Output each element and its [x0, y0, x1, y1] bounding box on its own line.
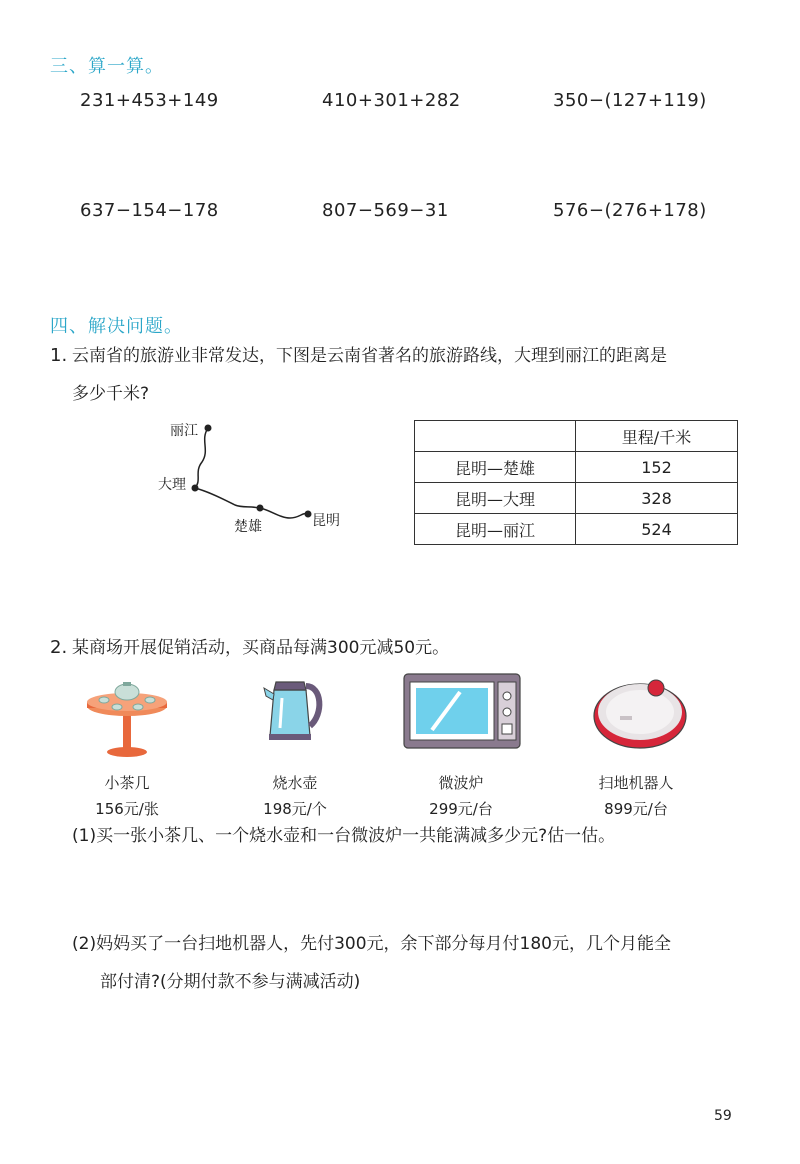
kettle-icon — [260, 670, 330, 742]
product-price-tea-table: 156元/张 — [95, 800, 159, 818]
map-label-chuxiong: 楚雄 — [234, 519, 262, 535]
question-2-intro: 某商场开展促销活动，买商品每满300元减50元。 — [72, 638, 450, 658]
tea-table-icon — [82, 670, 172, 760]
map-label-kunming: 昆明 — [312, 513, 340, 529]
table-cell-km: 328 — [576, 483, 738, 514]
expression-2: 410+301+282 — [322, 90, 461, 111]
question-1-line-1: 云南省的旅游业非常发达，下图是云南省著名的旅游路线，大理到丽江的距离是 — [72, 346, 667, 366]
section-4-title: 四、解决问题。 — [50, 316, 183, 337]
robot-vacuum-icon — [590, 672, 690, 752]
expression-6: 576−(276+178) — [553, 200, 707, 221]
table-header-empty — [415, 421, 576, 452]
dali-dot — [192, 485, 199, 492]
page-number: 59 — [714, 1108, 732, 1124]
table-cell-route: 昆明—大理 — [415, 483, 576, 514]
expression-3: 350−(127+119) — [553, 90, 707, 111]
route-line — [195, 428, 308, 518]
table-header-distance: 里程/千米 — [576, 421, 738, 452]
table-row — [415, 452, 738, 483]
table-cell-km: 152 — [576, 452, 738, 483]
question-2-sub-2-line-2: 部付清?(分期付款不参与满减活动) — [100, 972, 361, 992]
product-price-robot-vacuum: 899元/台 — [604, 800, 668, 818]
question-1-number: 1. — [50, 345, 68, 366]
kunming-dot — [305, 511, 312, 518]
table-cell-km: 524 — [576, 514, 738, 545]
expression-4: 637−154−178 — [80, 200, 219, 221]
product-price-kettle: 198元/个 — [263, 800, 327, 818]
product-price-microwave: 299元/台 — [429, 800, 493, 818]
microwave-icon — [402, 672, 522, 752]
lijiang-dot — [205, 425, 212, 432]
table-row — [415, 483, 738, 514]
expression-5: 807−569−31 — [322, 200, 449, 221]
table-cell-route: 昆明—丽江 — [415, 514, 576, 545]
question-1-line-2: 多少千米? — [72, 384, 150, 404]
expression-1: 231+453+149 — [80, 90, 219, 111]
table-row — [415, 514, 738, 545]
distance-table — [414, 420, 738, 545]
product-name-tea-table: 小茶几 — [104, 774, 150, 792]
question-2-number: 2. — [50, 637, 68, 658]
section-3-title: 三、算一算。 — [50, 56, 164, 77]
map-label-dali: 大理 — [158, 477, 186, 493]
map-label-lijiang: 丽江 — [170, 423, 198, 439]
chuxiong-dot — [257, 505, 264, 512]
product-name-kettle: 烧水壶 — [272, 774, 318, 792]
question-2-sub-2-line-1: (2)妈妈买了一台扫地机器人，先付300元，余下部分每月付180元，几个月能全 — [72, 934, 671, 954]
question-2-sub-1: (1)买一张小茶几、一个烧水壶和一台微波炉一共能满减多少元?估一估。 — [72, 826, 616, 846]
table-cell-route: 昆明—楚雄 — [415, 452, 576, 483]
product-name-robot-vacuum: 扫地机器人 — [598, 774, 674, 792]
table-header-row — [415, 421, 738, 452]
product-name-microwave: 微波炉 — [438, 774, 484, 792]
